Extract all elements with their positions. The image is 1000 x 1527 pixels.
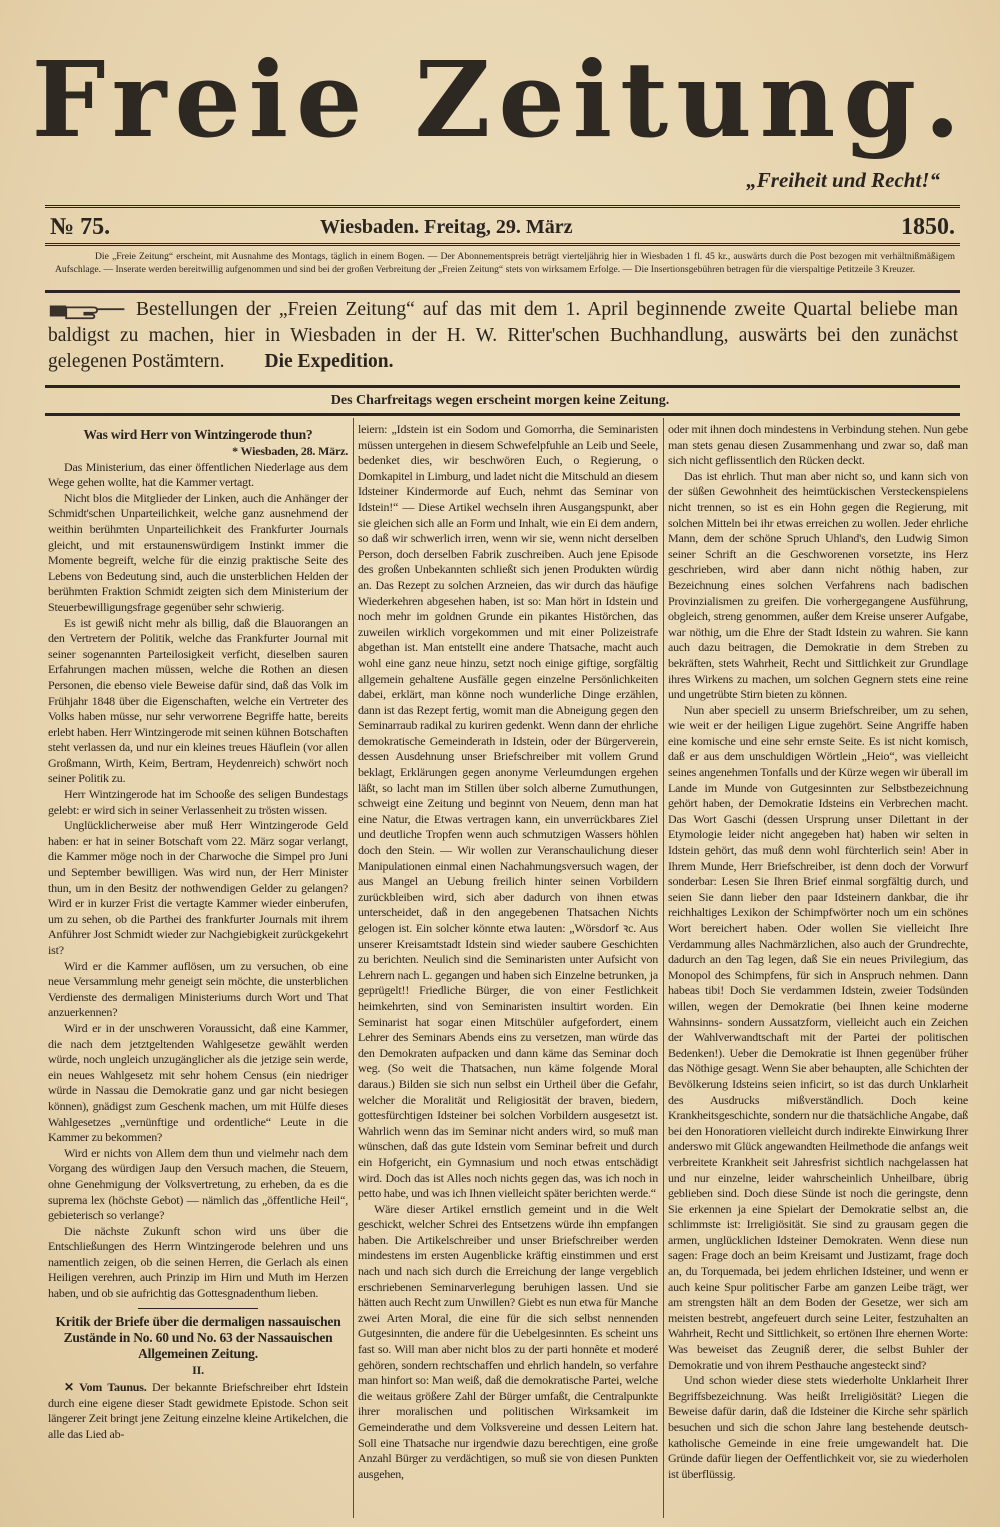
paragraph: leiern: „Idstein ist ein Sodom und Gomorrha, die Seminaristen müssen untergehen in diesem Schwefelpfuhle an Leib und Seele, bedenket dies, wir beschwören Euch, o Regierung, o Domkapitel in Limburg, und ladet nicht die Mitschuld an diesem Idsteiner Kindermorde auf Euch, nehmt das Seminar von Idstein!“ — Diese Artikel wechseln ihren Ausgangspunkt, aber sie gleichen sich alle an Form und Inhalt, wie ein Ei dem andern, so daß wir schwerlich irren, wenn wir sie, wenn nicht derselben Person, doch derselben Fabrik zuschreiben. Auch jene Episode des großen Unbekannten schließt sich jenen Produkten würdig an. Das Rezept zu solchen Arzneien, das wir durch das häufige Wiederkehren abgesehen haben, ist so: Man hört in Idstein und noch mehr im goldnen Grunde ein pikantes Histörchen, das zuweilen wirklich vorgekommen und mit einer Polizeistrafe abgethan ist. Man entstellt eine andere Thatsache, macht auch wohl eine ganz neue hinzu, setzt noch einige giftige, sorgfältig allgemein gehaltene Ausfälle gegen einzelne Persönlichkeiten dabei, erklärt, man könne noch wunderliche Dinge erzählen, dann ist das Rezept fertig, womit man die Abneigung gegen den Seminarraub radikal zu kuriren gedenkt. Wenn dann der ehrliche demokratische Gemeinderath in Idstein, oder der Bürgerverein, dessen Ausdehnung unser Briefschreiber mit vollem Grund beklagt, Erklärungen gegen anonyme Verleumdungen ergehen läßt, so lacht man im Stillen über solch alberne Zumuthungen, schweigt eine Zeitung und beginnt von Neuem, denn man hat eine Natur, die Etwas vertragen kann, ein unverrückbares Ziel und deutliche Tropfen wenn auch schmutzigen Wassers höhlen doch den Stein. — Wir wollen zur Veranschaulichung dieser Manipulationen einmal einen Nachahmungsversuch wagen, der aus Mangel an Uebung freilich hinter seinen Vorbildern zurückbleiben wird, sich aber dadurch von ihnen etwas unterscheidet, daß in den angegebenen Thatsachen Nichts gelogen ist. Ein solcher könnte etwa lauten: „Wörsdorf ꝛc. Aus unserer Kreisamtstadt Idstein sind wieder saubere Geschichten zu berichten. Neulich sind die Seminaristen unter Aufsicht von Lehrern nach L. gegangen und haben sich Einzelne betrunken, ja geprügelt!! Friedliche Bürger, die von einer Festlichkeit heimkehrten, sind von Seminaristen insultirt worden. Ein Seminarist hat sogar einen Mitschüler aufgefordert, einem Lehrer des Seminars Abends eins zu versetzen, man würde das den Demokraten aufpacken und dann käme das Seminar doch weg. (So weit die Thatsachen, nun käme folgende Moral daraus.) Bilden sie sich nun selbst ein Urtheil über die Gefahr, welcher die Moralität und Religiosität der braven, biedern, gottesfürchtigen Idsteiner bei solchen Vorbildern ausgesetzt ist. Wahrlich wenn das im Seminar nicht anders wird, so muß man wünschen, daß das gute Idstein vom Seminar befreit und durch ein Hofgericht, ein Gymnasium und noch etwas entschädigt wird. Doch das ist Alles noch nichts gegen das, was ich noch in petto habe, und was ich Ihnen vielleicht später berichten werde.“ — [358, 422, 658, 1201]
paragraph-text: Der bekannte Briefschreiber ehrt Idstein durch eine eigene dieser Stadt gewidmete Epistode. Schon seit längerer Zeit bringt jene Zeitung einzelne kleine Artikelchen, die alle das Lied ab- — [48, 1380, 348, 1442]
divider — [138, 1308, 258, 1309]
article-dateline: * Wiesbaden, 28. März. — [232, 444, 348, 458]
masthead-title: Freie Zeitung. — [31, 38, 969, 161]
masthead-motto: „Freiheit und Recht!“ — [746, 168, 940, 192]
article-part: II. — [192, 1362, 204, 1377]
paragraph: Nicht blos die Mitglieder der Linken, auch die Anhänger der Schmidt'schen Unparteilichkeit, welche ganz ausnehmend der weithin berühmten Unparteilichkeit des Frankfurter Journals gleicht, und mit erstaunenswürdigem Instinkt immer die Momente begreift, welche für die einzig praktische Seite des Lebens von Bedeutung sind, auch die unsterblichen Helden der berühmten Fraktion Schmidt zeigten sich dem Ministerium der Steuerbewilligungsfrage gegenüber sehr schwierig. — [48, 490, 348, 614]
announcement-signature: Die Expedition. — [264, 351, 394, 372]
column-2 — [358, 422, 658, 1482]
subscription-announcement — [48, 297, 958, 375]
paragraph: Wird er nichts von Allem dem thun und vielmehr nach dem Vorgang des würdigen Jaup den Versuch machen, die Steuern, ohne Genehmigung der Volksvertretung, zu erheben, da es die suprema lex (höchste Gebot) — nämlich das „öffentliche Heil“, gebieterisch so verlange? — [48, 1145, 348, 1223]
paragraph: Herr Wintzingerode hat im Schooße des seligen Bundestags gelebt: er wird sich in seiner Verlassenheit zu trösten wissen. — [48, 787, 348, 817]
divider — [45, 243, 960, 246]
paragraph: Wäre dieser Artikel ernstlich gemeint und in die Welt geschickt, welcher Schrei des Entsetzens würde ihn empfangen haben. Die Artikelschreiber und unser Briefschreiber werden mindestens im ersten Augenblicke kräftig einstimmen und erst nach und nach sich durch die Erreichung der lange vergeblich erschriebenen Seminarverlegung beruhigen lassen. Und sie hätten auch Recht zum Unwillen? Giebt es nun etwa für Manche zwei Arten Moral, die eine für die sich selbst nennenden Gutgesinnten, die andere für die Uebelgesinnten. Es scheint uns fast so. Will man aber nicht blos zu der parti honnête et moderé gehören, sondern rechtschaffen und ehrlich handeln, so verfahre man hinfort so: Man weiß, daß die demokratische Partei, welche die weitaus größere Zahl der Bürger umfaßt, die Centralpunkte ihrer moralischen und politischen Wirksamkeit im Gemeinderathe und dem Volksvereine und dessen Leitern hat. Soll eine Thatsache nur irgendwie dazu berechtigen, eine große Anzahl Bürger zu verdächtigen, so muß sie von diesen Punkten ausgehen, — [358, 1201, 658, 1481]
column-3 — [668, 422, 968, 1482]
paragraph: Wird er in der unschweren Voraussicht, daß eine Kammer, die nach dem jetztgeltenden Wahlgesetze gewählt werden würde, noch ungleich unzugänglicher als die jetzige sein werde, ein neues Wahlgesetz mit sehr hohem Census (ein niedriger würde in Nassau die Demokratie ganz und gar nicht besiegen können), gnädigst zum Geschenk machen, um mit Hülfe dieses Wahlgesetzes „vernünftige und ordentliche“ Leute in die Kammer zu bekommen? — [48, 1020, 348, 1145]
divider — [45, 385, 960, 388]
holiday-notice: Des Charfreitags wegen erscheint morgen keine Zeitung. — [330, 393, 670, 408]
issue-number: № 75. — [50, 214, 111, 240]
divider — [45, 413, 960, 416]
issue-place-date: Wiesbaden. Freitag, 29. März — [320, 216, 573, 238]
subscription-notice: Die „Freie Zeitung“ erscheint, mit Ausnahme des Montags, täglich in einem Bogen. — Der Abonnementspreis beträgt vierteljährig hier in Wiesbaden 1 fl. 45 kr., auswärts durch die Post bezogen mit verhältnißmäßigem Aufschlage. — Inserate werden bereitwillig aufgenommen und sind bei der großen Verbreitung der „Freien Zeitung“ stets von wirksamem Erfolge. — Die Insertionsgebühren betragen für die vierspaltige Petitzeile 3 Kreuzer. — [55, 251, 955, 275]
issue-line — [50, 213, 955, 241]
column-rule — [353, 418, 354, 1518]
article-lead: ✕ Vom Taunus. — [64, 1380, 147, 1395]
divider — [45, 290, 960, 293]
paragraph: Das ist ehrlich. Thut man aber nicht so, und kann sich von der süßen Gewohnheit des heimtückischen Versteckenspielens nicht trennen, so ist es ein Hohn gegen die Regierung, mit solchen Mitteln bei ihr etwas erreichen zu wollen. Jeder ehrliche Mann, dem der schöne Spruch Uhland's, den Ludwig Simon seiner Schrift an die Geschworenen vorsetzte, ins Herz geschrieben, wird aber dann nicht nöthig haben, zur Bezeichnung eines solchen Verfahrens nach badischen Provinzialismen zu greifen. Die vorhergegangene Ausführung, obgleich, streng genommen, außer dem Kreise unserer Aufgabe, war nöthig, um die Ehre der Stadt Idstein zu wahren. Sie kann auch dazu beitragen, die Demokratie in dem Streben zu bekräften, stets Wahrheit, Recht und Sittlichkeit zur Grundlage ihres Wirkens zu machen, um solchen Gegnern stets eine reine und ungetrübte Stirn bieten zu können. — [668, 468, 968, 702]
column-rule — [663, 418, 664, 1518]
issue-year: 1850. — [901, 214, 955, 240]
column-1 — [48, 422, 348, 1443]
paragraph: Die nächste Zukunft schon wird uns über die Entschließungen des Herrn Wintzingerode belehren und uns namentlich zeigen, ob die seinen Herren, die Gerlach als einen Heiligen verehren, auch Prinzip im Hirn und Muth im Herzen haben, und ob sie aufrichtig das Gottesgnadenthum lieben. — [48, 1223, 348, 1301]
paragraph: Nun aber speciell zu unserm Briefschreiber, um zu sehen, wie weit er der heiligen Ligue zugehört. Seine Angriffe haben eine komische und eine sehr ernste Seite. Es ist nicht komisch, daß er aus dem unschuldigen Wörtlein „Heio“, was vielleicht seines angenehmen Tonfalls und der Kürze wegen wir überall im Lande im Munde von Gutgesinnten zur Selbstbezeichnung gehört haben, der Demokratie Idsteins ein Verbrechen macht. Das Wort Gaschi (dessen Ursprung unser Dilettant in der Etymologie leider nicht angegeben hat) haben wir selten in Idstein gehört, das muß denn wohl fürchterlich sein! Aber in Ihrem Munde, Herr Briefschreiber, ist denn doch der Vorwurf sonderbar: Lesen Sie Ihren Brief einmal sorgfältig durch, und seien Sie dann lieber den paar Idsteinern dankbar, die ihr reichhaltiges Lexikon der Schimpfwörter noch um ein schönes Wort bereichert haben. Oder wollen Sie vielleicht Ihre Verdammung alles Nachmärzlichen, also auch der Grundrechte, dadurch an den Tag legen, daß Sie ein neues Privilegium, das Monopol des Schimpfens, für sich in Anspruch nehmen. Dann habeas tibi! Doch Sie verdammen Idstein, zweier Todsünden willen, wegen der Demokratie (bei Ihnen keine moderne Wahnsinns- sondern Aussatzform, vielleicht auch ein Zeichen der Wahlverwandtschaft mit der Partei der politischen Bedenken!). Ueber die Demokratie ist Ihnen gegenüber früher das Nöthige gesagt. Wenn Sie aber behaupten, alle Schichten der Bevölkerung Idsteins seien inficirt, so ist das durch Unklarheit des Ausdrucks mißverständlich. Doch keine Krankheitsgeschichte, sondern nur die thatsächliche Angabe, daß bei den Honoratioren vielleicht durch indirekte Einwirkung Ihrer anderswo mit Glück angewandten Heilmethode die anfangs weit verbreitete Krankheit seit Jahresfrist sichtlich nachgelassen hat und nur einzelne, leider wahrscheinlich Unheilbare, übrig geblieben sind. Doch diese Sünde ist noch die geringste, denn Sie erkennen ja eine Spielart der Demokratie selbst an, die schlimmste ist: Irreligiösität. Sie sind zu grausam gegen die armen, unglücklichen Idsteiner Demokraten. Wenn diese nun sagen: Frage doch an beim Kreisamt und Justizamt, frage doch an, du Torquemada, bei jedem ehrlichen Idsteiner, und wenn er auch keine Spur politischer Farbe am ganzen Leibe trägt, wer am strengsten hält an dem Boden der Gesetze, wer sich am meisten bestrebt, angefeuert durch seine Leiter, festzuhalten an Wahrheit, Recht und Sittlichkeit, so ertönen Ihre ehernen Worte: Was beweiset das Zeugniß derer, die selbst Buhler der Demokratie und von ihrem Pesthauche angesteckt sind? — [668, 702, 968, 1372]
paragraph: Unglücklicherweise aber muß Herr Wintzingerode Geld haben: er hat in seiner Botschaft vom 22. März sogar verlangt, die Kammer möge noch in der Charwoche die Simpel pro Juni und September bewilligen. Was wird nun, der Herr Minister thun, um in den Besitz der nothwendigen Gelder zu gelangen? Wird er in kurzer Frist die vertagte Kammer wieder einberufen, um zu sehen, ob die Parthei des frankfurter Journals mit ihrem Anführer Jost Schmidt wieder zur Nachgiebigkeit zurückgekehrt ist? — [48, 818, 348, 957]
paragraph: Wird er die Kammer auflösen, um zu versuchen, ob eine neue Versammlung mehr geneigt sein möchte, die unsterblichen Verdienste des dermaligen Ministeriums durch Wort und That anzuerkennen? — [48, 958, 348, 1020]
paragraph: Es ist gewiß nicht mehr als billig, daß die Blauorangen an den Vertretern der Politik, welche das Frankfurter Journal mit seiner sogenannten Parteilosigkeit verficht, dieselben sauren Erfahrungen machen müssen, welche die Rothen an diesen Personen, die ebenso viele Beweise dafür sind, daß das Volk im Frühjahr 1848 über die Eigenschaften, welche ein Vertreter des Volks haben müsse, nur sehr verworrene Begriffe hatte, bereits erlebt haben. Herr Wintzingerode mit seinen kühnen Botschaften steht verlassen da, und nur ein kleines treues Häuflein (vor allen Großmann, Wirth, Keim, Bertram, Heydenreich) schwört noch seiner Politik zu. — [48, 615, 348, 786]
paragraph: Und schon wieder diese stets wiederholte Unklarheit Ihrer Begriffsbezeichnung. Was heißt Irreligiösität? Liegen die Beweise dafür darin, daß die Idsteiner die Kirche sehr spärlich besuchen und sich die schon Jahre lang bestehende deutsch-katholische Gemeinde in eine freie umgewandelt hat. Die Gründe dafür liegen der Oeffentlichkeit vor, sie zu wiederholen ist überflüssig. — [668, 1373, 968, 1481]
pointing-hand-icon — [48, 301, 128, 321]
paragraph: Das Ministerium, das einer öffentlichen Niederlage aus dem Wege gehen wollte, hat die Kammer vertagt. — [48, 459, 348, 490]
paragraph: oder mit ihnen doch mindestens in Verbindung stehen. Nun gebe man stets genau diesen Zusammenhang und zwar so, daß man sich nicht geflissentlich den Rücken deckt. — [668, 422, 968, 468]
paragraph — [48, 1380, 348, 1442]
divider — [45, 205, 960, 208]
article-title: Was wird Herr von Wintzingerode thun? — [83, 427, 313, 442]
announcement-text: Bestellungen der „Freien Zeitung“ auf das mit dem 1. April beginnende zweite Quartal beliebe man baldigst zu machen, hier in Wiesbaden in der H. W. Ritter'schen Buchhandlung, auswärts bei den zunächst gelegenen Postämtern. — [48, 299, 958, 372]
article-title: Kritik der Briefe über die dermaligen nassauischen Zustände in No. 60 und No. 63 der Nassauischen Allgemeinen Zeitung. — [55, 1313, 341, 1361]
